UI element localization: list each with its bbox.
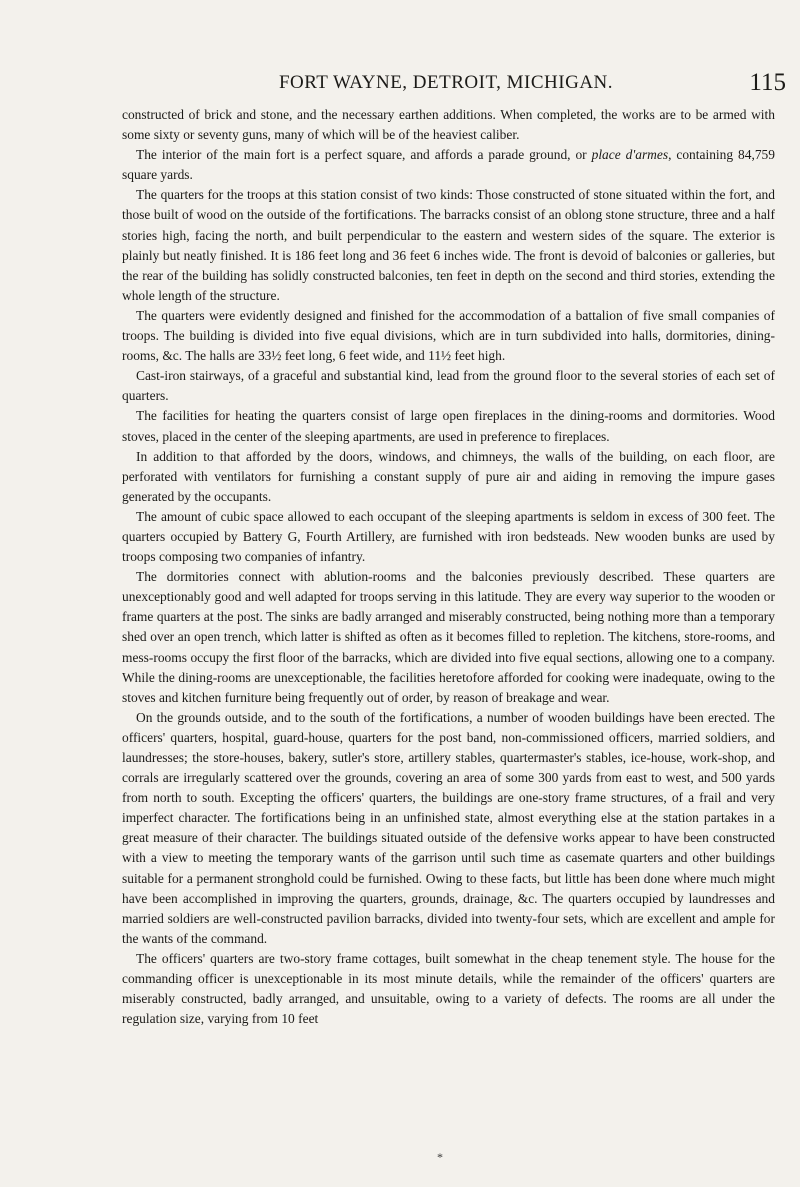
footer-mark: * — [437, 1150, 443, 1164]
paragraph-8: The amount of cubic space allowed to each occupant of the sleeping apartments is seldom in excess of 300 feet. The quarters occupied by Battery G, Fourth Artillery, are furnished with iron bedsteads. New wooden bunks are used by troops composing two companies of infantry. — [122, 508, 775, 565]
page-number: 115 — [749, 69, 786, 96]
body-text — [122, 105, 775, 1029]
paragraph-11: The officers' quarters are two-story frame cottages, built somewhat in the cheap tenement style. The house for the commanding officer is unexceptionable in its most minute details, while the remainder of the officers' quarters are miserably constructed, badly arranged, and unsuitable, owing to a variety of defects. The rooms are all under the regulation size, varying from 10 feet — [122, 950, 775, 1027]
paragraph-1: constructed of brick and stone, and the necessary earthen additions. When completed, the works are to be armed with some sixty or seventy guns, many of which will be of the heaviest caliber. — [122, 107, 775, 143]
paragraph-2-italic-term: place d'armes — [591, 147, 669, 163]
paragraph-2-before: The interior of the main fort is a perfect square, and affords a parade ground, or — [136, 147, 592, 163]
paragraph-6: The facilities for heating the quarters consist of large open fireplaces in the dining-rooms and dormitories. Wood stoves, placed in the center of the sleeping apartments, are used in preference to fireplaces. — [122, 408, 775, 444]
paragraph-4: The quarters were evidently designed and finished for the accommodation of a battalion of five small companies of troops. The building is divided into five equal divisions, which are in turn subdivided into halls, dormitories, dining-rooms, &c. The halls are 33½ feet long, 6 feet wide, and 11½ feet high. — [122, 307, 775, 364]
paragraph-2 — [122, 145, 775, 185]
running-title: FORT WAYNE, DETROIT, MICHIGAN. — [278, 72, 614, 93]
paragraph-10: On the grounds outside, and to the south of the fortifications, a number of wooden buildings have been erected. The officers' quarters, hospital, guard-house, quarters for the post band, non-commissioned officers, married soldiers, and laundresses; the store-houses, bakery, sutler's store, artillery stables, quartermaster's stables, ice-house, work-shop, and corrals are irregularly scattered over the grounds, covering an area of some 300 yards from east to west, and 500 yards from north to south. Excepting the officers' quarters, the buildings are one-story frame structures, of a frail and very imperfect character. The fortifications being in an unfinished state, almost everything else at the station partakes in a great measure of their character. The buildings situated outside of the defensive works appear to have been constructed with a view to meeting the temporary wants of the garrison until such time as casemate quarters and other buildings suitable for a permanent stronghold could be furnished. Owing to these facts, but little has been done where much might have been accomplished in improving the quarters, grounds, drainage, &c. The quarters occupied by laundresses and married soldiers are well-constructed pavilion barracks, divided into twenty-four sets, which are excellent and ample for the wants of the command. — [122, 709, 775, 946]
paragraph-5: Cast-iron stairways, of a graceful and substantial kind, lead from the ground floor to the several stories of each set of quarters. — [122, 368, 775, 404]
paragraph-7: In addition to that afforded by the doors, windows, and chimneys, the walls of the building, on each floor, are perforated with ventilators for furnishing a constant supply of pure air and aiding in removing the impure gases generated by the occupants. — [122, 448, 775, 504]
page-header — [106, 70, 786, 100]
paragraph-2-after: , containing 84,759 square yards. — [122, 147, 775, 183]
paragraph-9: The dormitories connect with ablution-rooms and the balconies previously described. These quarters are unexceptionably good and well adapted for troops serving in this latitude. They are every way superior to the wooden or frame quarters at the post. The sinks are badly arranged and miserably constructed, being nothing more than a temporary shed over an open trench, which latter is shifted as often as it becomes filled to repletion. The kitchens, store-rooms, and mess-rooms occupy the first floor of the barracks, which are divided into five equal sections, allowing one to a company. While the dining-rooms are unexceptionable, the facilities heretofore afforded for cooking were inadequate, owing to the stoves and kitchen furniture being frequently out of order, by reason of breakage and wear. — [122, 569, 775, 705]
paragraph-3: The quarters for the troops at this station consist of two kinds: Those constructed of stone situated within the fort, and those built of wood on the outside of the fortifications. The barracks consist of an oblong stone structure, three and a half stories high, facing the north, and built perpendicular to the eastern and western sides of the square. The exterior is plainly but neatly finished. It is 186 feet long and 36 feet 6 inches wide. The front is devoid of balconies or galleries, but the rear of the building has solidly constructed balconies, ten feet in depth on the second and third stories, extending the whole length of the structure. — [122, 187, 775, 303]
